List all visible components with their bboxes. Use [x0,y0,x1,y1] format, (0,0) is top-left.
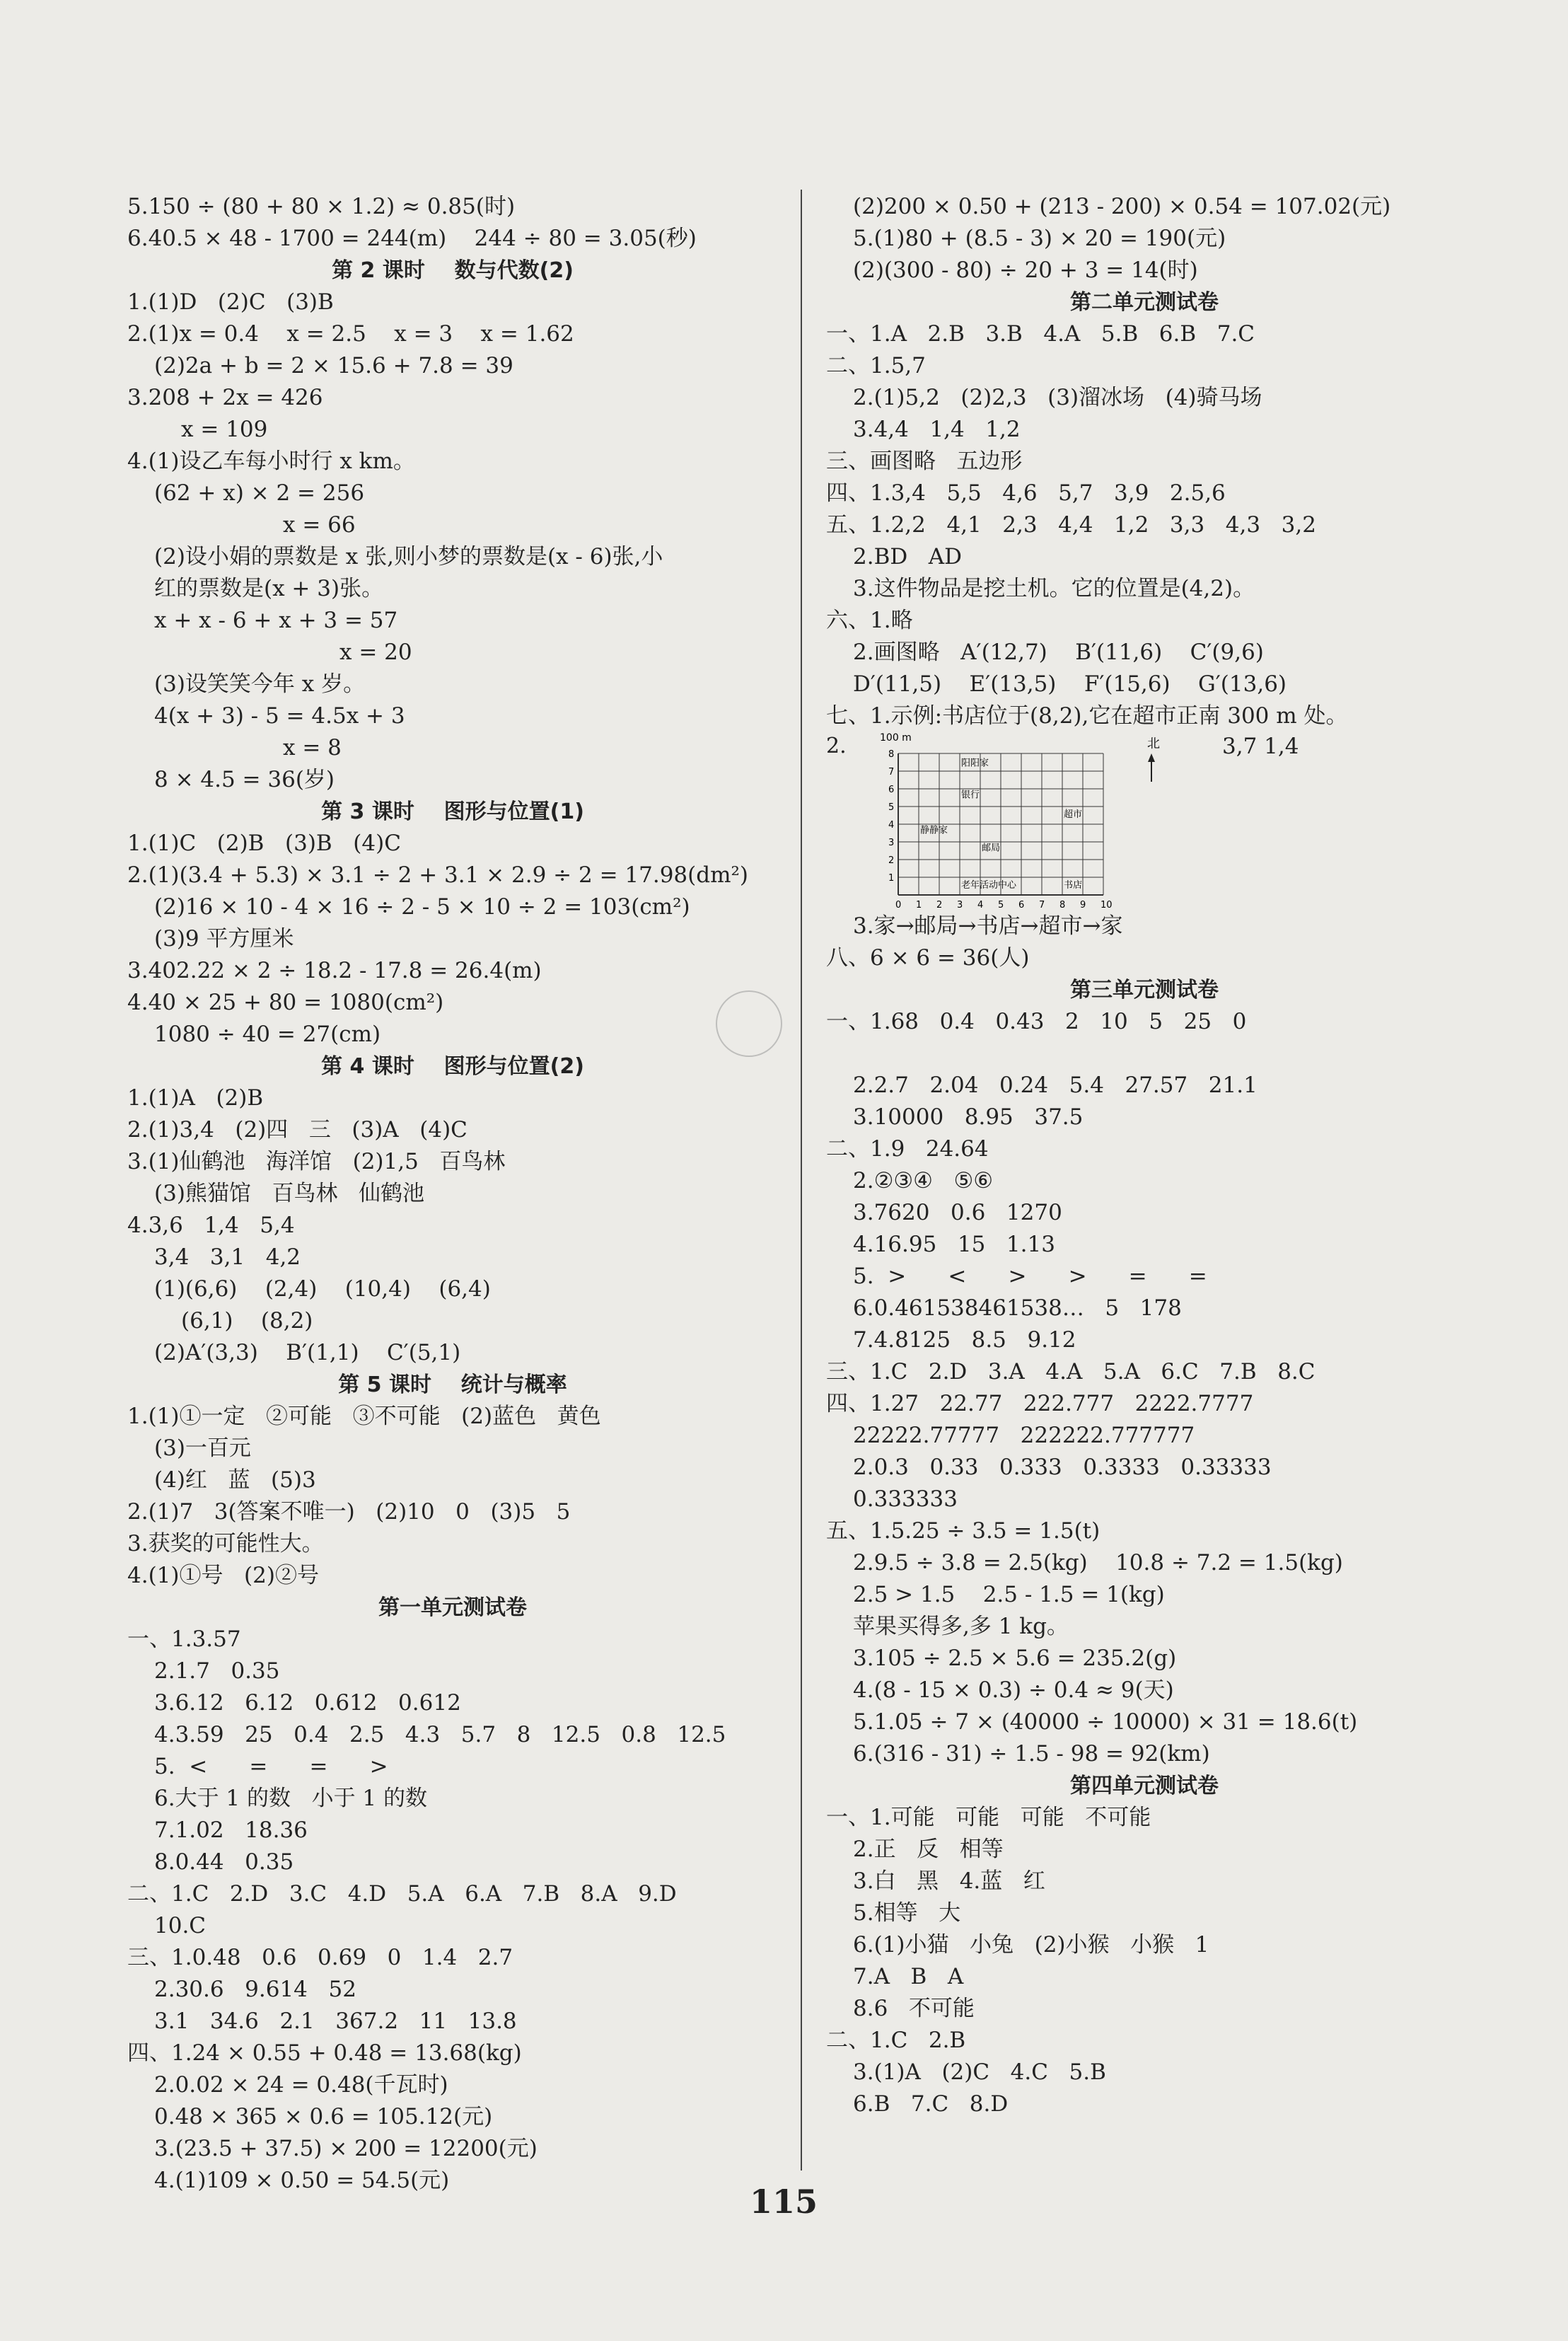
map-place-label: 邮局 [982,843,1001,854]
answer-line: 5.1.05 ÷ 7 × (40000 ÷ 10000) × 31 = 18.6(t) [853,1709,1358,1735]
page-number: 115 [750,2183,818,2221]
answer-line: 五、1.5.25 ÷ 3.5 = 1.5(t) [826,1518,1100,1544]
answer-line: 2.正 反 相等 [853,1837,1004,1862]
answer-line: 3.105 ÷ 2.5 × 5.6 = 235.2(g) [853,1646,1177,1671]
coordinate-map-item [826,732,1463,911]
answer-line: 七、1.示例:书店位于(8,2),它在超市正南 300 m 处。 [826,703,1348,729]
section-title: 第 5 课时 统计与概率 [338,1372,567,1397]
section-title: 第三单元测试卷 [1070,978,1219,1002]
answer-line: 四、1.24 × 0.55 + 0.48 = 13.68(kg) [127,2040,522,2066]
answer-line: 一、1.3.57 [127,1626,241,1652]
answer-line: 2.2.7 2.04 0.24 5.4 27.57 21.1 [853,1073,1258,1098]
answer-line: 6.0.461538461538… 5 178 [853,1295,1182,1321]
x-tick-label: 10 [1100,900,1113,911]
answer-line: x = 109 [181,417,268,442]
map-grid [898,753,1103,895]
answer-line: 四、1.27 22.77 222.777 2222.7777 [826,1391,1254,1416]
answer-line: 五、1.2,2 4,1 2,3 4,4 1,2 3,3 4,3 3,2 [826,512,1316,538]
answer-line: (3)熊猫馆 百鸟林 仙鹤池 [154,1181,425,1206]
answer-line: 3.10000 8.95 37.5 [853,1104,1084,1130]
answer-line: 二、1.5,7 [826,353,926,378]
answer-line: 3.这件物品是挖土机。它的位置是(4,2)。 [853,576,1255,601]
answer-line: 22222.77777 222222.777777 [853,1423,1195,1448]
answer-line: x + x - 6 + x + 3 = 57 [154,608,398,633]
answer-line: 5. > < > > = = [853,1264,1207,1289]
y-tick-label: 3 [888,838,895,848]
answer-line: 红的票数是(x + 3)张。 [154,576,384,601]
answer-line: 6.(1)小猫 小兔 (2)小猴 小猴 1 [853,1932,1209,1958]
answer-line: 2.30.6 9.614 52 [154,1977,356,2002]
answer-line: 2.1.7 0.35 [154,1658,280,1684]
answer-line: 4.(8 - 15 × 0.3) ÷ 0.4 ≈ 9(天) [853,1677,1174,1703]
answer-line: 2.9.5 ÷ 3.8 = 2.5(kg) 10.8 ÷ 7.2 = 1.5(kg) [853,1550,1343,1576]
answer-line: 三、1.0.48 0.6 0.69 0 1.4 2.7 [127,1945,513,1970]
answer-line: 六、1.略 [826,608,913,633]
section-title: 第 3 课时 图形与位置(1) [321,799,584,824]
answer-line: 一、1.68 0.4 0.43 2 10 5 25 0 [826,1009,1247,1034]
y-tick-label: 8 [888,749,895,760]
x-tick-label: 9 [1080,900,1086,911]
answer-line: 3.6.12 6.12 0.612 0.612 [154,1690,461,1716]
answer-line: 1.(1)C (2)B (3)B (4)C [127,831,401,856]
map-place-label: 静静家 [920,825,948,836]
answer-line: 4.(1)设乙车每小时行 x km。 [127,449,415,474]
coordinate-map [877,732,1174,911]
answer-line: 5.150 ÷ (80 + 80 × 1.2) ≈ 0.85(时) [127,194,516,219]
answer-line: 2.(1)x = 0.4 x = 2.5 x = 3 x = 1.62 [127,321,574,347]
answer-line: 4.3,6 1,4 5,4 [127,1213,295,1238]
x-tick-label: 8 [1059,900,1066,911]
answer-line: 3.家→邮局→书店→超市→家 [853,913,1123,939]
answer-line: 7.4.8125 8.5 9.12 [853,1327,1076,1353]
answer-line: 7.A B A [853,1964,964,1989]
answer-line: 6.大于 1 的数 小于 1 的数 [154,1786,428,1811]
y-tick-label: 6 [888,785,895,795]
section-title: 第二单元测试卷 [1070,290,1219,315]
answer-line: 二、1.9 24.64 [826,1136,989,1162]
answer-line: 7.1.02 18.36 [154,1817,308,1843]
north-label: 北 [1147,736,1160,751]
answer-line: 八、6 × 6 = 36(人) [826,945,1030,971]
section-title: 第一单元测试卷 [378,1595,527,1620]
answer-line: 10.C [154,1913,207,1938]
answer-line: 5. < = = > [154,1754,388,1779]
answer-line: 4.16.95 15 1.13 [853,1232,1055,1257]
answer-line: 一、1.A 2.B 3.B 4.A 5.B 6.B 7.C [826,321,1255,347]
y-tick-label: 4 [888,820,895,831]
answer-line: 0.48 × 365 × 0.6 = 105.12(元) [154,2104,493,2129]
answer-line: (2)设小娟的票数是 x 张,则小梦的票数是(x - 6)张,小 [154,544,663,570]
answer-line: 6.(316 - 31) ÷ 1.5 - 98 = 92(km) [853,1741,1210,1767]
section-title: 第 4 课时 图形与位置(2) [321,1054,584,1079]
answer-line: 二、1.C 2.B [826,2028,966,2053]
answer-line: (3)设笑笑今年 x 岁。 [154,671,366,697]
answer-line: 2.画图略 A′(12,7) B′(11,6) C′(9,6) [853,640,1264,665]
answer-line: 3.(23.5 + 37.5) × 200 = 12200(元) [154,2136,538,2161]
answer-line: 8.6 不可能 [853,1996,975,2021]
map-place-label: 超市 [1064,809,1083,820]
answer-line: 2.(1)5,2 (2)2,3 (3)溜冰场 (4)骑马场 [853,385,1262,410]
answer-line: (1)(6,6) (2,4) (10,4) (6,4) [154,1276,491,1302]
answer-line: (3)9 平方厘米 [154,926,294,952]
answer-line: (4)红 蓝 (5)3 [154,1467,316,1493]
section-title: 第四单元测试卷 [1070,1774,1219,1798]
answer-line: 4.40 × 25 + 80 = 1080(cm²) [127,990,444,1015]
answer-line: 6.40.5 × 48 - 1700 = 244(m) 244 ÷ 80 = 3.05(秒) [127,226,697,251]
answer-line: 四、1.3,4 5,5 4,6 5,7 3,9 2.5,6 [826,480,1226,506]
answer-line: 5.(1)80 + (8.5 - 3) × 20 = 190(元) [853,226,1226,251]
answer-line: 2.②③④ ⑤⑥ [853,1168,994,1193]
answer-line: x = 8 [283,735,342,761]
answer-line: 1.(1)D (2)C (3)B [127,289,334,315]
answer-line: 1.(1)A (2)B [127,1085,264,1111]
left-column [127,191,778,2197]
x-tick-label: 1 [916,900,922,911]
section-title: 第 2 课时 数与代数(2) [332,258,574,283]
answer-line: (6,1) (8,2) [181,1308,313,1334]
y-tick-label: 2 [888,855,895,866]
answer-line: 2.(1)3,4 (2)四 三 (3)A (4)C [127,1117,468,1143]
answer-line [826,1038,1463,1070]
answer-line: 3.208 + 2x = 426 [127,385,323,410]
y-tick-label: 7 [888,767,895,778]
answer-line: (2)A′(3,3) B′(1,1) C′(5,1) [154,1340,461,1365]
north-arrow [1137,732,1166,789]
right-column-bottom [826,911,1463,2120]
answer-line: 4.(1)109 × 0.50 = 54.5(元) [154,2168,450,2193]
y-tick-label: 5 [888,802,895,813]
answer-line: x = 66 [283,512,356,538]
answer-line: 8 × 4.5 = 36(岁) [154,767,335,792]
x-tick-label: 5 [998,900,1004,911]
answer-line: 3.(1)仙鹤池 海洋馆 (2)1,5 百鸟林 [127,1149,506,1174]
answer-line: 4.(1)①号 (2)②号 [127,1563,319,1588]
map-place-label: 书店 [1064,880,1083,891]
answer-line: 2.5 > 1.5 2.5 - 1.5 = 1(kg) [853,1582,1165,1607]
answer-line: 8.0.44 0.35 [154,1849,294,1875]
x-tick-label: 7 [1039,900,1045,911]
answer-line: 2.0.02 × 24 = 0.48(千瓦时) [154,2072,448,2098]
right-column [826,191,1463,2120]
map-item-label: 2. [826,734,847,758]
answer-line: 2.BD AD [853,544,963,570]
answer-line: 1.(1)①一定 ②可能 ③不可能 (2)蓝色 黄色 [127,1404,601,1429]
right-column-top [826,191,1463,732]
column-divider [801,190,802,2171]
answer-line: (2)(300 - 80) ÷ 20 + 3 = 14(时) [853,258,1198,283]
answer-line: (62 + x) × 2 = 256 [154,480,365,506]
answer-line: 3,4 3,1 4,2 [154,1244,301,1270]
x-tick-label: 2 [936,900,943,911]
answer-line: 3.获奖的可能性大。 [127,1531,324,1556]
map-item-answer: 3,7 1,4 [1222,734,1299,759]
answer-line: 4.3.59 25 0.4 2.5 4.3 5.7 8 12.5 0.8 12.5 [154,1722,726,1747]
answer-line: 三、1.C 2.D 3.A 4.A 5.A 6.C 7.B 8.C [826,1359,1316,1385]
map-scale-label: 100 m [880,732,912,744]
watermark-stamp [716,990,782,1057]
answer-line: (3)一百元 [154,1435,251,1461]
answer-line: x = 20 [339,640,412,665]
x-tick-label: 3 [957,900,963,911]
answer-line: 二、1.C 2.D 3.C 4.D 5.A 6.A 7.B 8.A 9.D [127,1881,677,1907]
answer-line: 0.333333 [853,1486,958,1512]
answer-line: 3.7620 0.6 1270 [853,1200,1062,1225]
x-tick-label: 0 [895,900,902,911]
answer-line: (2)200 × 0.50 + (213 - 200) × 0.54 = 107.02(元) [853,194,1391,219]
map-place-label: 银行 [961,790,980,801]
x-tick-label: 6 [1018,900,1025,911]
answer-line: (2)16 × 10 - 4 × 16 ÷ 2 - 5 × 10 ÷ 2 = 103(cm²) [154,894,690,920]
answer-line: 5.相等 大 [853,1900,961,1926]
answer-line: 3.(1)A (2)C 4.C 5.B [853,2059,1106,2085]
answer-line: (2)2a + b = 2 × 15.6 + 7.8 = 39 [154,353,513,378]
answer-line: 3.4,4 1,4 1,2 [853,417,1021,442]
answer-line: 3.白 黑 4.蓝 红 [853,1868,1045,1894]
answer-line: 三、画图略 五边形 [826,449,1023,474]
answer-line: D′(11,5) E′(13,5) F′(15,6) G′(13,6) [853,671,1287,697]
answer-line: 一、1.可能 可能 可能 不可能 [826,1805,1151,1830]
map-place-label: 老年活动中心 [961,880,1017,891]
answer-line: 2.0.3 0.33 0.333 0.3333 0.33333 [853,1455,1272,1480]
map-place-label: 阳阳家 [961,758,989,769]
answer-line: 6.B 7.C 8.D [853,2091,1009,2117]
answer-line: 苹果买得多,多 1 kg。 [853,1614,1069,1639]
answer-line: 3.402.22 × 2 ÷ 18.2 - 17.8 = 26.4(m) [127,958,542,983]
answer-line: 3.1 34.6 2.1 367.2 11 13.8 [154,2008,517,2034]
answer-line: 4(x + 3) - 5 = 4.5x + 3 [154,703,405,729]
north-arrow-head [1148,753,1155,762]
answer-line: 2.(1)7 3(答案不唯一) (2)10 0 (3)5 5 [127,1499,571,1525]
answer-line: 2.(1)(3.4 + 5.3) × 3.1 ÷ 2 + 3.1 × 2.9 ÷ 2 = 17.98(dm²) [127,862,749,888]
y-tick-label: 1 [888,873,895,884]
x-tick-label: 4 [977,900,984,911]
answer-line: 1080 ÷ 40 = 27(cm) [154,1022,381,1047]
